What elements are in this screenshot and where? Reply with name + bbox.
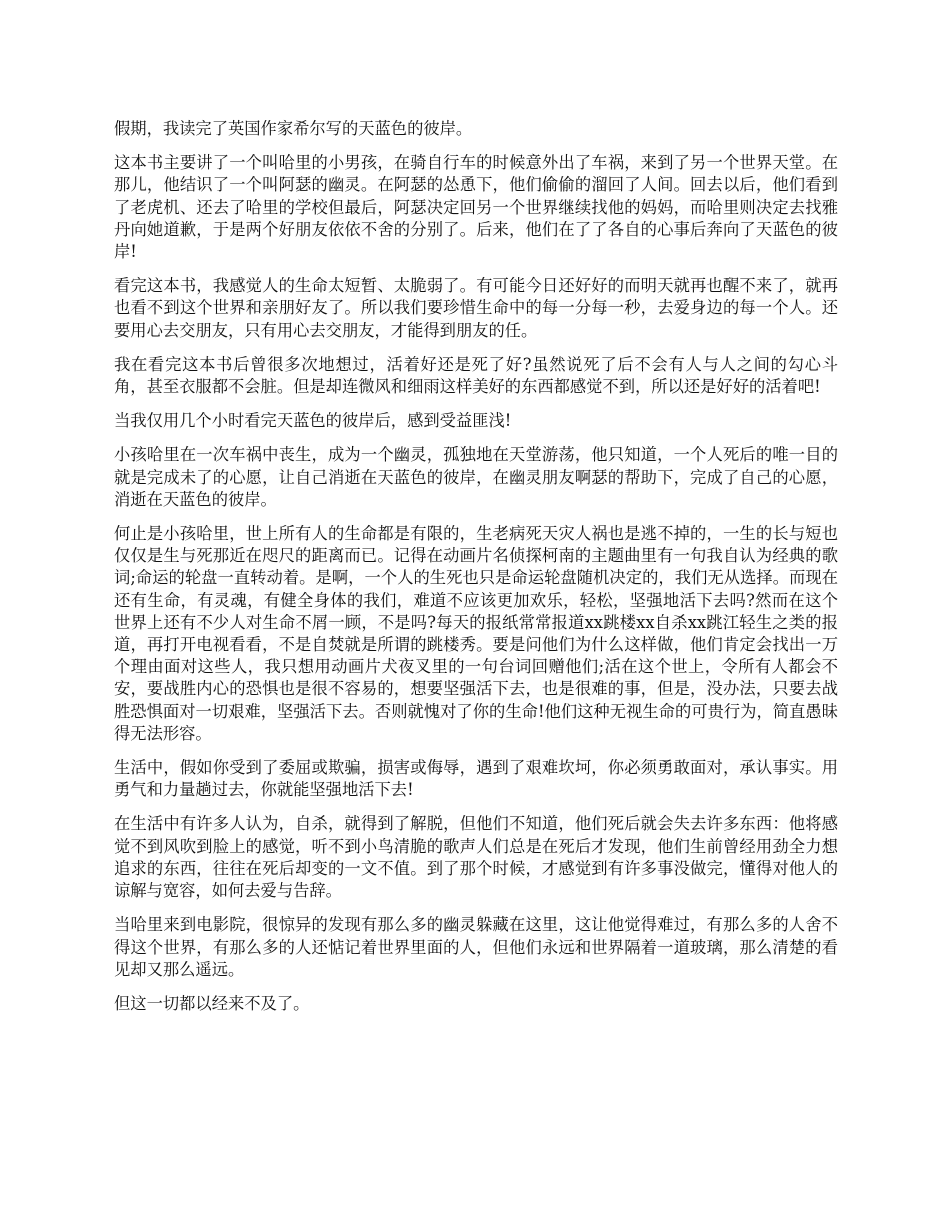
paragraph-2: 这本书主要讲了一个叫哈里的小男孩，在骑自行车的时候意外出了车祸，来到了另一个世界天堂。在那儿，他结识了一个叫阿瑟的幽灵。在阿瑟的怂恿下，他们偷偷的溜回了人间。回去以后，他们看到了老虎机、还去了哈里的学校但最后，阿瑟决定回另一个世界继续找他的妈妈，而哈里则决定去找雅丹向她道歉，于是两个好朋友依依不舍的分别了。后来，他们在了了各自的心事后奔向了天蓝色的彼岸! [114,153,838,262]
document-page [114,118,838,1027]
paragraph-6: 小孩哈里在一次车祸中丧生，成为一个幽灵，孤独地在天堂游荡，他只知道，一个人死后的唯一目的就是完成未了的心愿，让自己消逝在天蓝色的彼岸，在幽灵朋友啊瑟的帮助下，完成了自己的心愿，消逝在天蓝色的彼岸。 [114,445,838,509]
paragraph-7: 何止是小孩哈里，世上所有人的生命都是有限的，生老病死天灾人祸也是逃不掉的，一生的长与短也仅仅是生与死那近在咫尺的距离而已。记得在动画片名侦探柯南的主题曲里有一句我自认为经典的歌词;命运的轮盘一直转动着。是啊，一个人的生死也只是命运轮盘随机决定的，我们无从选择。而现在还有生命，有灵魂，有健全身体的我们，难道不应该更加欢乐，轻松，坚强地活下去吗?然而在这个世界上还有不少人对生命不屑一顾，不是吗?每天的报纸常常报道xx跳楼xx自杀xx跳江轻生之类的报道，再打开电视看看，不是自焚就是所谓的跳楼秀。要是问他们为什么这样做，他们肯定会找出一万个理由面对这些人，我只想用动画片犬夜叉里的一句台词回赠他们;活在这个世上，令所有人都会不安，要战胜内心的恐惧也是很不容易的，想要坚强活下去，也是很难的事，但是，没办法，只要去战胜恐惧面对一切艰难，坚强活下去。否则就愧对了你的生命!他们这种无视生命的可贵行为，简直愚昧得无法形容。 [114,524,838,743]
paragraph-3: 看完这本书，我感觉人的生命太短暂、太脆弱了。有可能今日还好好的而明天就再也醒不来了，就再也看不到这个世界和亲朋好友了。所以我们要珍惜生命中的每一分每一秒，去爱身边的每一个人。还要用心去交朋友，只有用心去交朋友，才能得到朋友的任。 [114,276,838,340]
paragraph-11: 但这一切都以经来不及了。 [114,993,310,1013]
paragraph-5: 当我仅用几个小时看完天蓝色的彼岸后，感到受益匪浅! [114,411,512,431]
paragraph-4: 我在看完这本书后曾很多次地想过，活着好还是死了好?虽然说死了后不会有人与人之间的勾心斗角，甚至衣服都不会脏。但是却连微风和细雨这样美好的东西都感觉不到，所以还是好好的活着吧! [114,354,838,397]
paragraph-1: 假期，我读完了英国作家希尔写的天蓝色的彼岸。 [114,119,473,138]
paragraph-10: 当哈里来到电影院，很惊异的发现有那么多的幽灵躲藏在这里，这让他觉得难过，有那么多的人舍不得这个世界，有那么多的人还惦记着世界里面的人，但他们永远和世界隔着一道玻璃，那么清楚的看见却又那么遥远。 [114,915,838,979]
paragraph-9: 在生活中有许多人认为，自杀，就得到了解脱，但他们不知道，他们死后就会失去许多东西：他将感觉不到风吹到脸上的感觉，听不到小鸟清脆的歌声人们总是在死后才发现，他们生前曾经用劲全力想追求的东西，往往在死后却变的一文不值。到了那个时候，才感觉到有许多事没做完，懂得对他人的谅解与宽容，如何去爱与告辞。 [114,814,838,901]
paragraph-8: 生活中，假如你受到了委屈或欺骗，损害或侮辱，遇到了艰难坎坷，你必须勇敢面对，承认事实。用勇气和力量趟过去，你就能坚强地活下去! [114,758,838,800]
